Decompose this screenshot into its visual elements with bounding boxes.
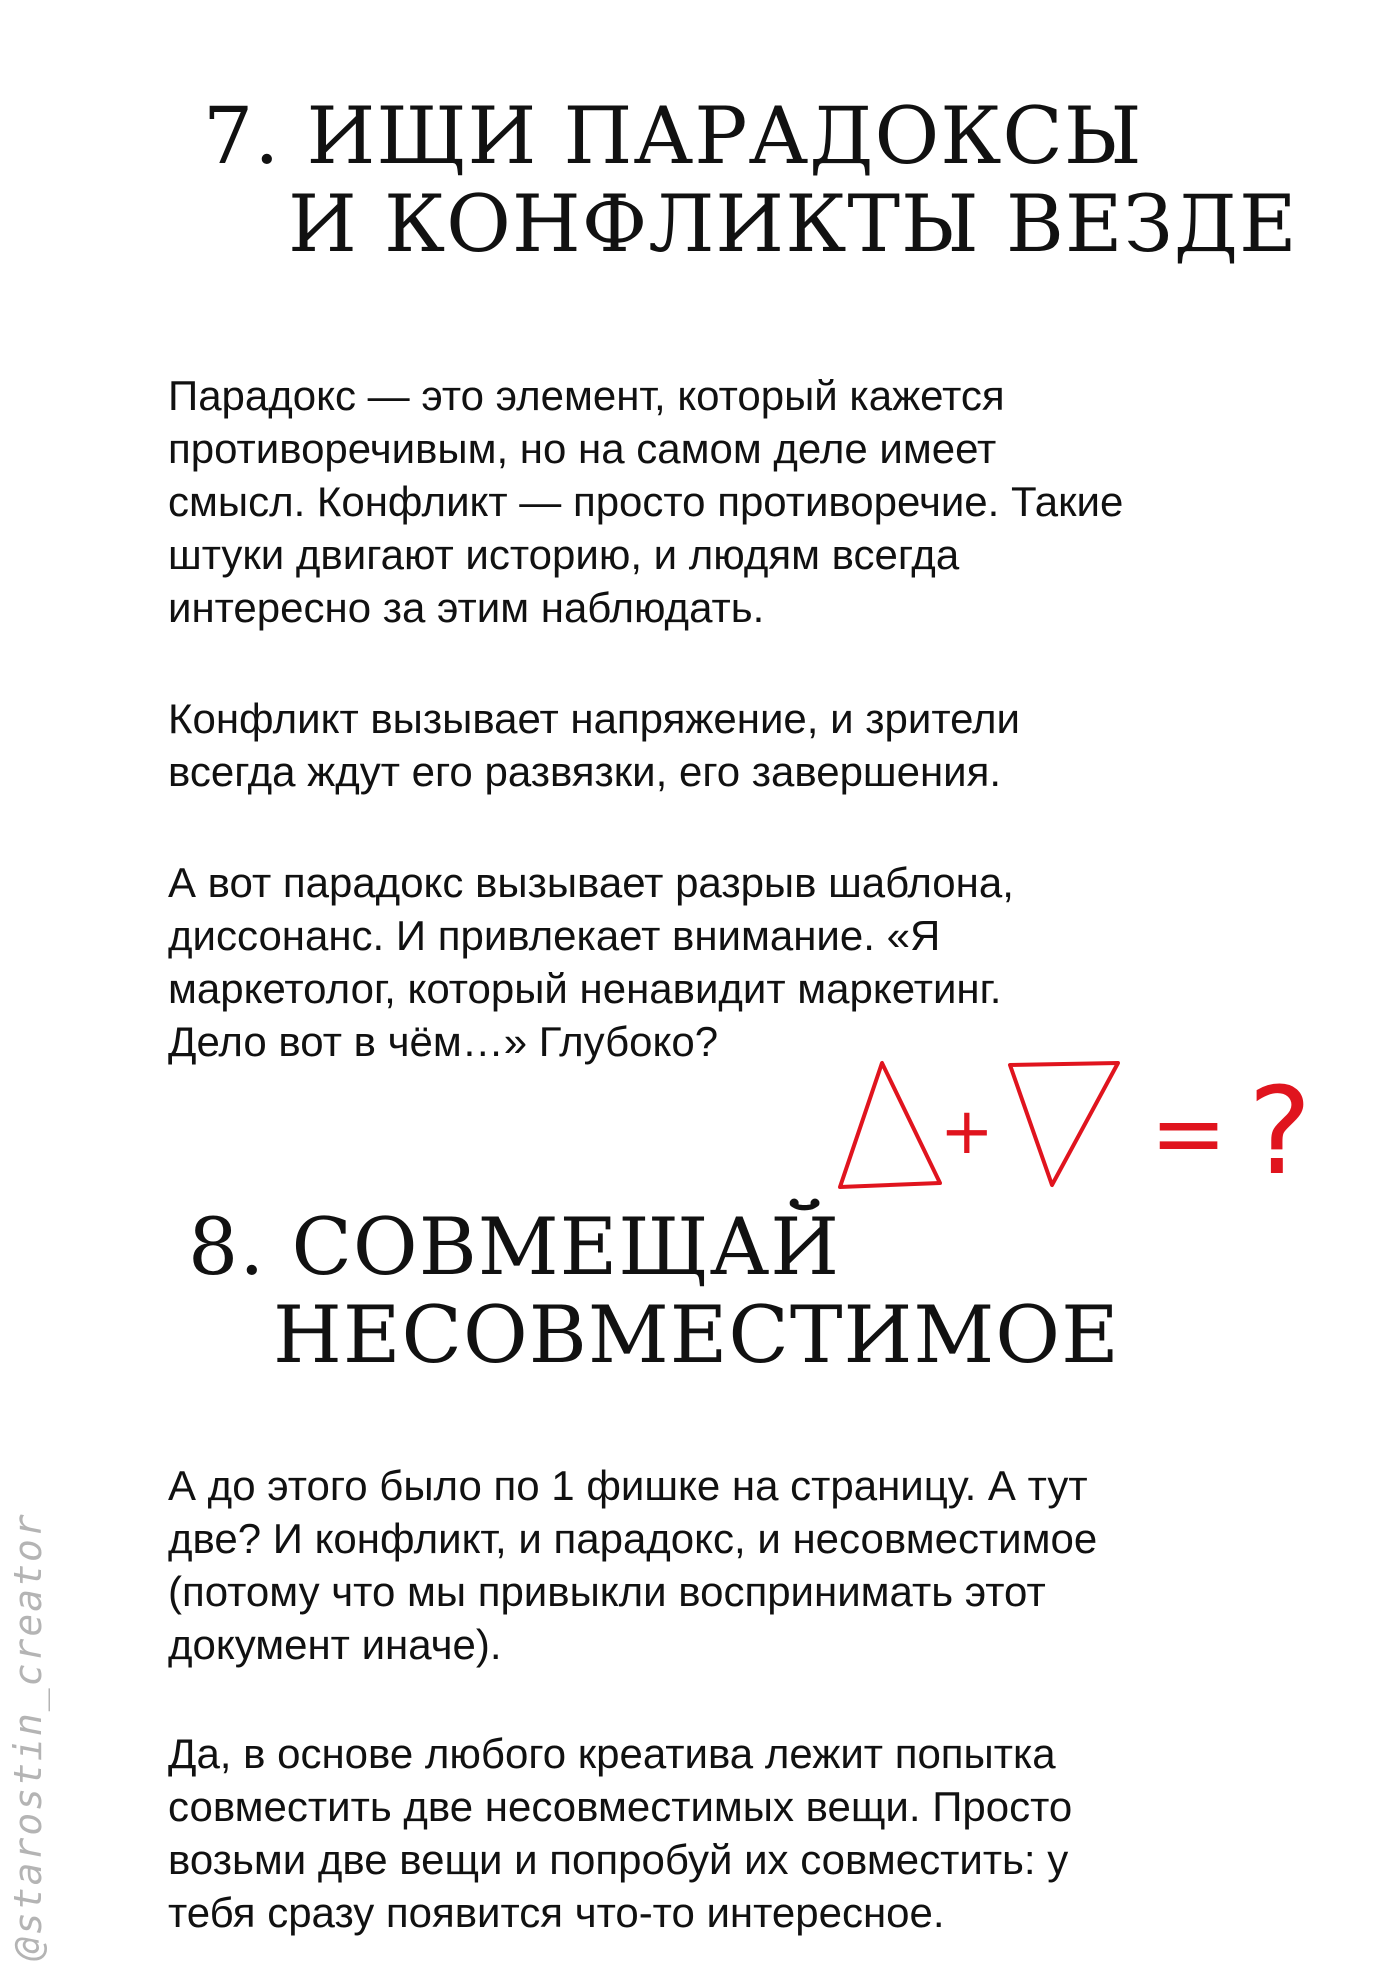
paragraph-combine-things xyxy=(168,1727,1248,1939)
heading-line: НЕСОВМЕСТИМОЕ xyxy=(273,1289,1120,1381)
section-8-heading xyxy=(188,1203,1120,1379)
text-line: Да, в основе любого креатива лежит попытка xyxy=(168,1730,1056,1777)
text-line: документ иначе). xyxy=(168,1621,502,1668)
plus-sign: + xyxy=(940,1095,994,1169)
text-line: А до этого было по 1 фишке на страницу. А тут xyxy=(168,1462,1088,1509)
text-line: Парадокс — это элемент, который кажется xyxy=(168,372,1005,419)
heading-line: И КОНФЛИКТЫ ВЕЗДЕ xyxy=(288,178,1298,270)
author-watermark: @starostin_creator xyxy=(6,1512,50,1960)
text-line: Дело вот в чём…» Глубоко? xyxy=(168,1018,719,1065)
text-line: смысл. Конфликт — просто противоречие. Такие xyxy=(168,478,1124,525)
text-line: А вот парадокс вызывает разрыв шаблона, xyxy=(168,859,1014,906)
text-line: штуки двигают историю, и людям всегда xyxy=(168,531,960,578)
text-line: две? И конфликт, и парадокс, и несовместимое xyxy=(168,1515,1098,1562)
text-line: противоречивым, но на самом деле имеет xyxy=(168,425,997,472)
text-line: Конфликт вызывает напряжение, и зрители xyxy=(168,695,1021,742)
text-line: совместить две несовместимых вещи. Просто xyxy=(168,1783,1073,1830)
heading-line: 8. СОВМЕЩАЙ xyxy=(188,1201,841,1293)
text-line: диссонанс. И привлекает внимание. «Я xyxy=(168,912,941,959)
text-line: маркетолог, который ненавидит маркетинг. xyxy=(168,965,1002,1012)
paragraph-conflict-tension xyxy=(168,692,1248,798)
paragraph-two-tricks xyxy=(168,1459,1248,1671)
text-line: возьми две вещи и попробуй их совместить: у xyxy=(168,1836,1069,1883)
triangle-down-icon xyxy=(1010,1063,1118,1185)
text-line: всегда ждут его развязки, его завершения. xyxy=(168,748,1002,795)
text-line: (потому что мы привыкли воспринимать этот xyxy=(168,1568,1046,1615)
paragraph-paradox-attention xyxy=(168,856,1248,1068)
triangle-up-icon xyxy=(840,1063,940,1187)
paragraph-paradox-definition xyxy=(168,369,1248,634)
section-7-heading xyxy=(203,92,1298,268)
equals-sign: = xyxy=(1150,1080,1228,1187)
question-mark: ? xyxy=(1248,1063,1312,1202)
triangle-equation-doodle xyxy=(830,1055,1330,1205)
text-line: тебя сразу появится что-то интересное. xyxy=(168,1889,945,1936)
text-line: интересно за этим наблюдать. xyxy=(168,584,765,631)
heading-line: 7. ИЩИ ПАРАДОКСЫ xyxy=(203,90,1143,182)
